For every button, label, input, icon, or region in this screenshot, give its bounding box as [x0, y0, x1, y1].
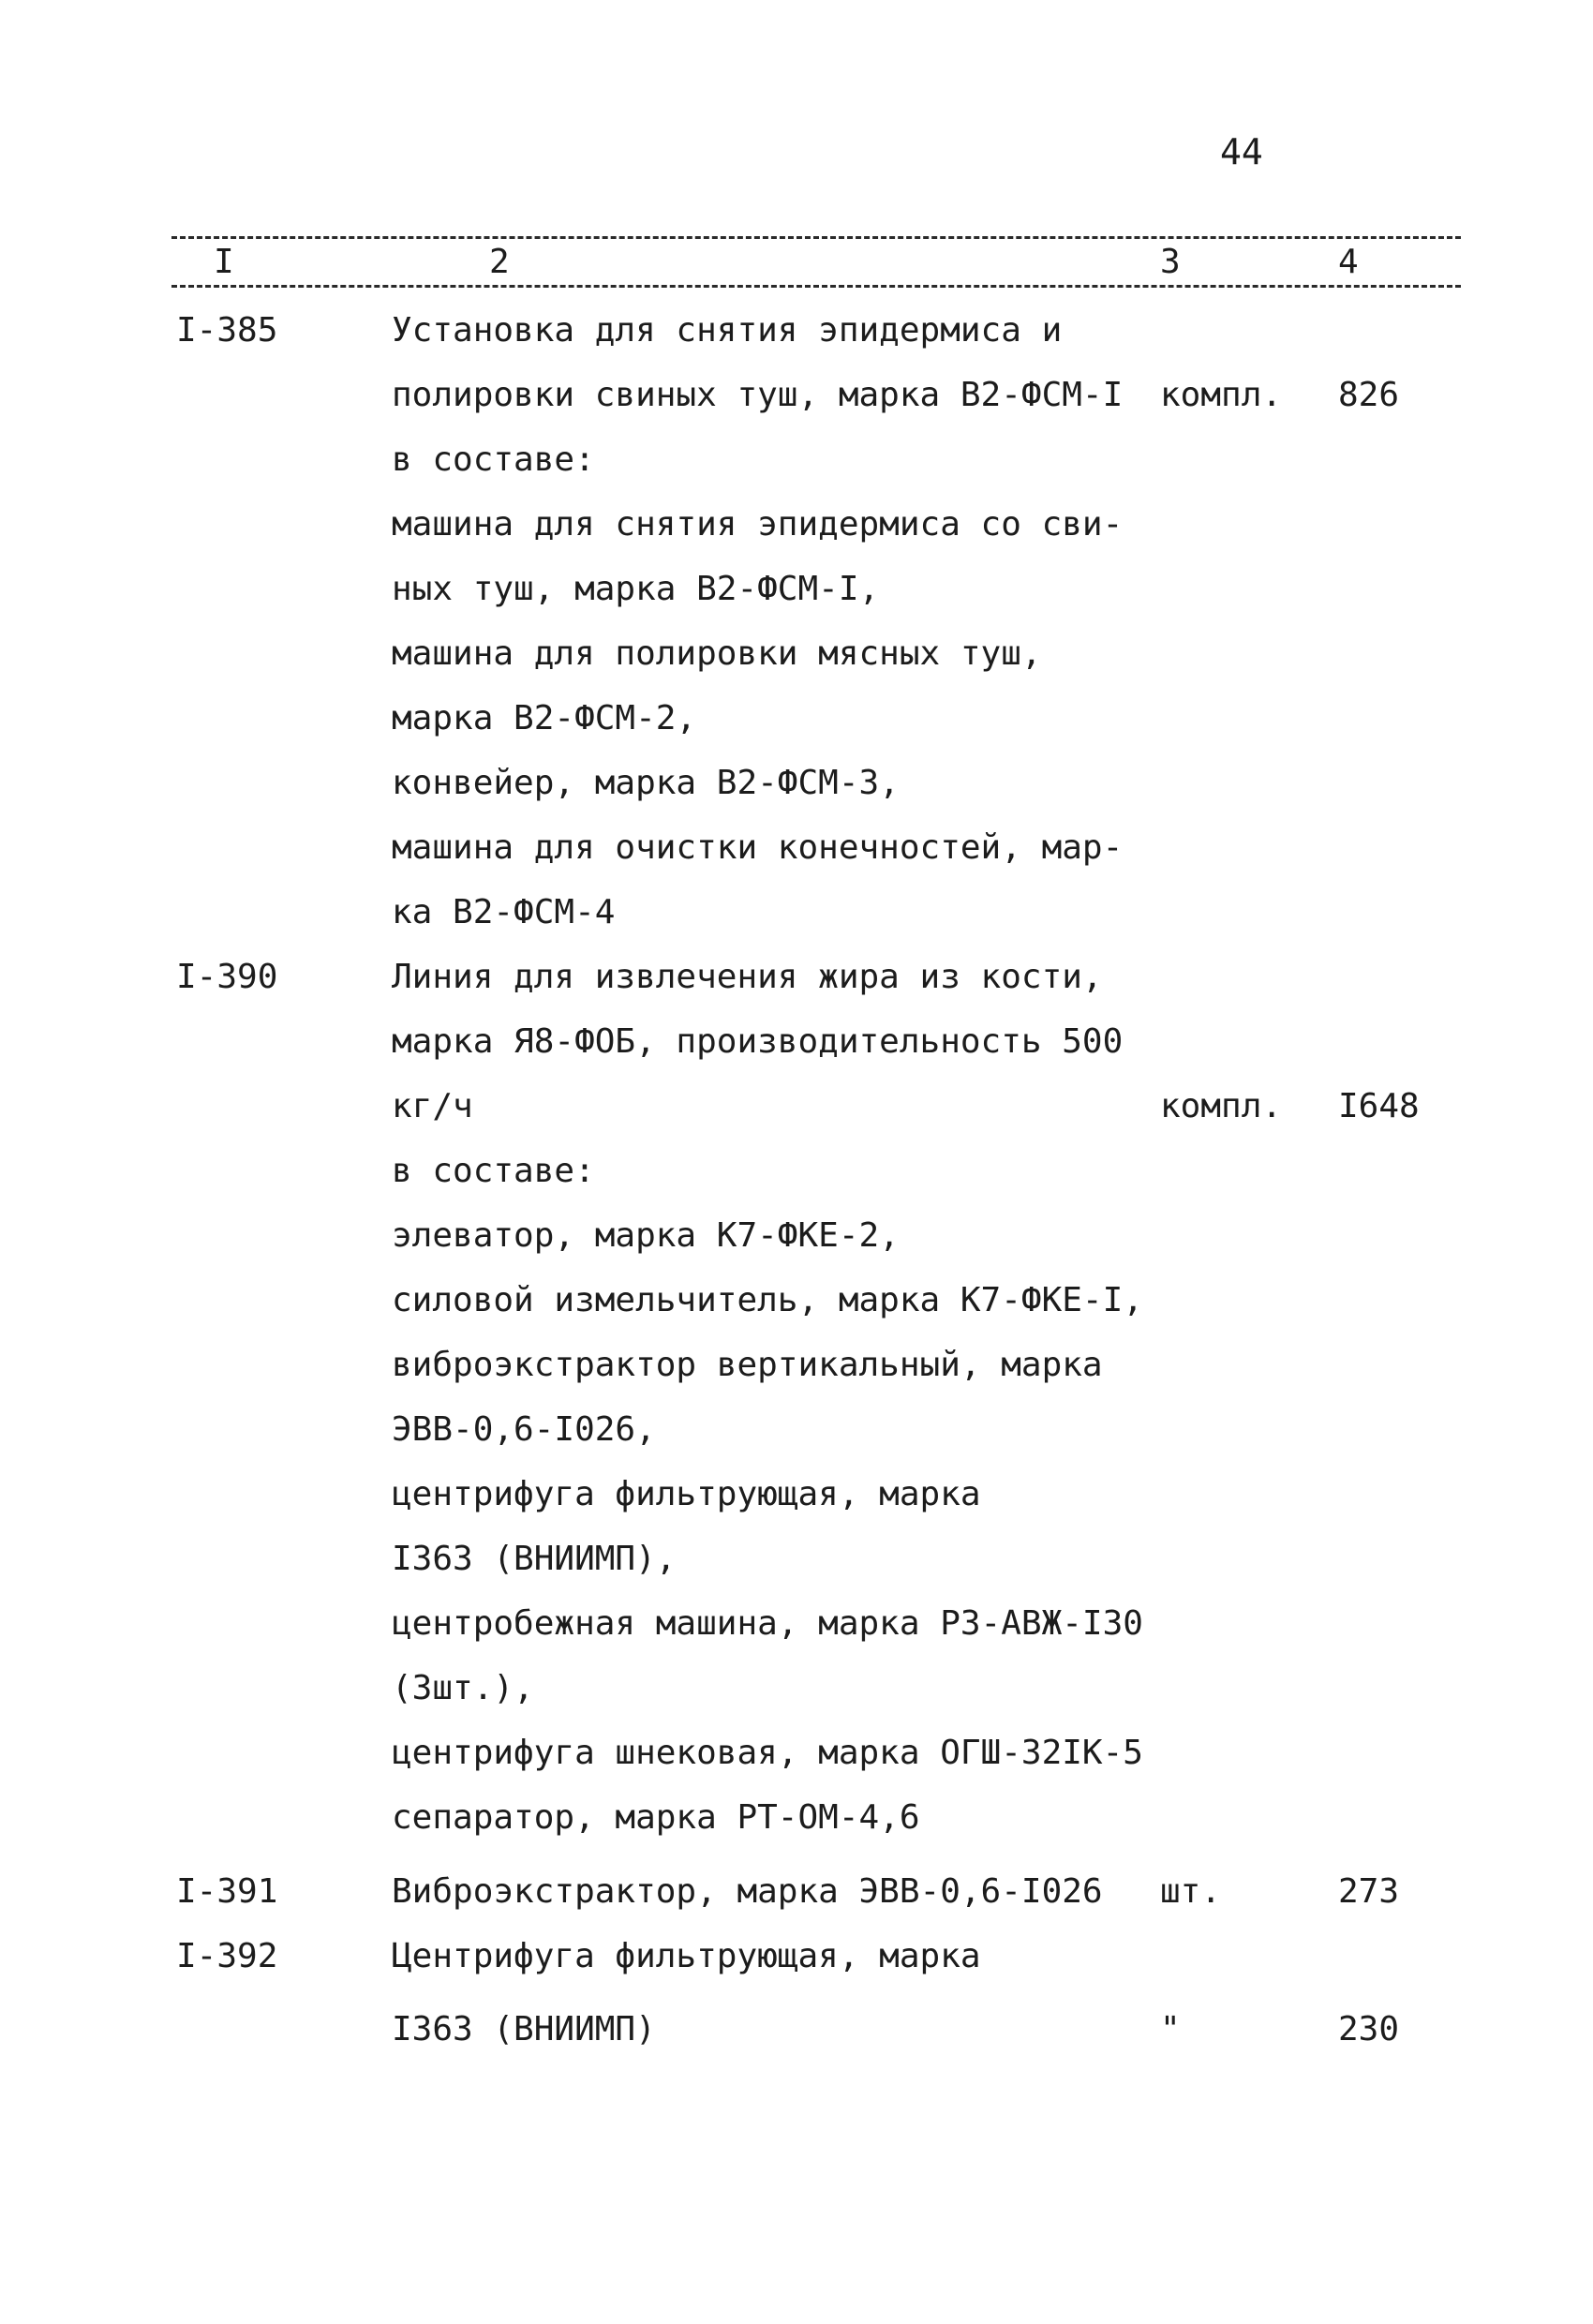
- row-description: виброэкстрактор вертикальный, марка: [392, 1346, 1103, 1384]
- table-row: [0, 1401, 1593, 1459]
- column-header-2: 2: [489, 243, 510, 281]
- table-row: [0, 1530, 1593, 1588]
- table-top-rule: [171, 236, 1461, 239]
- table-row: [0, 690, 1593, 748]
- row-unit: компл.: [1160, 1087, 1283, 1125]
- row-description: полировки свиных туш, марка В2-ФСМ-I: [392, 376, 1124, 414]
- row-description: в составе:: [392, 1152, 595, 1190]
- table-header-rule: [171, 285, 1461, 288]
- table-row: [0, 1595, 1593, 1653]
- row-description: машина для снятия эпидермиса со сви-: [392, 505, 1124, 544]
- row-description: машина для очистки конечностей, мар-: [392, 828, 1124, 867]
- row-description: силовой измельчитель, марка К7-ФКЕ-I,: [392, 1281, 1143, 1319]
- table-row: [0, 302, 1593, 360]
- row-description: центробежная машина, марка РЗ-АВЖ-I30: [392, 1604, 1143, 1643]
- table-row: [0, 819, 1593, 877]
- row-description: центрифуга фильтрующая, марка: [392, 1475, 981, 1513]
- row-code: I-385: [176, 311, 278, 350]
- row-description: сепаратор, марка РТ-ОМ-4,6: [392, 1798, 920, 1837]
- table-row: [0, 431, 1593, 489]
- table-row: [0, 1660, 1593, 1718]
- row-description: ЭВВ-0,6-I026,: [392, 1410, 656, 1449]
- row-code: I-391: [176, 1872, 278, 1911]
- row-unit: шт.: [1160, 1872, 1222, 1911]
- row-description: I363 (ВНИИМП): [392, 2010, 656, 2048]
- table-row: [0, 2001, 1593, 2059]
- row-description: Центрифуга фильтрующая, марка: [392, 1937, 981, 1975]
- table-row: [0, 1336, 1593, 1394]
- table-row: [0, 1724, 1593, 1782]
- table-row: [0, 496, 1593, 554]
- row-description: машина для полировки мясных туш,: [392, 634, 1042, 673]
- table-row: [0, 366, 1593, 425]
- table-row: [0, 560, 1593, 618]
- table-row: [0, 1013, 1593, 1071]
- row-description: (3шт.),: [392, 1669, 534, 1707]
- column-header-4: 4: [1338, 243, 1359, 281]
- row-unit: ": [1160, 2010, 1181, 2048]
- row-description: I363 (ВНИИМП),: [392, 1540, 677, 1578]
- column-header-3: 3: [1160, 243, 1181, 281]
- row-description: Установка для снятия эпидермиса и: [392, 311, 1063, 350]
- table-row: [0, 1863, 1593, 1921]
- row-description: марка Я8-ФОБ, производительность 500: [392, 1022, 1124, 1061]
- table-row: [0, 754, 1593, 812]
- row-description: центрифуга шнековая, марка ОГШ-32IК-5: [392, 1734, 1143, 1772]
- row-description: Виброэкстрактор, марка ЭВВ-0,6-I026: [392, 1872, 1103, 1911]
- table-row: [0, 1142, 1593, 1200]
- table-row: [0, 625, 1593, 683]
- row-description: Линия для извлечения жира из кости,: [392, 958, 1103, 996]
- table-row: [0, 1078, 1593, 1136]
- row-description: элеватор, марка К7-ФКЕ-2,: [392, 1216, 900, 1255]
- table-row: [0, 884, 1593, 942]
- table-row: [0, 948, 1593, 1006]
- table-row: [0, 1207, 1593, 1265]
- table-row: [0, 1466, 1593, 1524]
- row-value: 273: [1338, 1872, 1400, 1911]
- row-unit: компл.: [1160, 376, 1283, 414]
- row-value: I648: [1338, 1087, 1420, 1125]
- row-description: конвейер, марка В2-ФСМ-3,: [392, 764, 900, 802]
- row-value: 230: [1338, 2010, 1400, 2048]
- row-description: в составе:: [392, 440, 595, 479]
- row-code: I-390: [176, 958, 278, 996]
- page-number: 44: [1220, 131, 1263, 172]
- row-description: кг/ч: [392, 1087, 473, 1125]
- row-description: ка В2-ФСМ-4: [392, 893, 616, 931]
- row-code: I-392: [176, 1937, 278, 1975]
- row-value: 826: [1338, 376, 1400, 414]
- table-row: [0, 1928, 1593, 1986]
- row-description: марка В2-ФСМ-2,: [392, 699, 697, 737]
- table-row: [0, 1789, 1593, 1847]
- column-header-1: I: [214, 243, 234, 281]
- row-description: ных туш, марка В2-ФСМ-I,: [392, 570, 880, 608]
- table-row: [0, 1272, 1593, 1330]
